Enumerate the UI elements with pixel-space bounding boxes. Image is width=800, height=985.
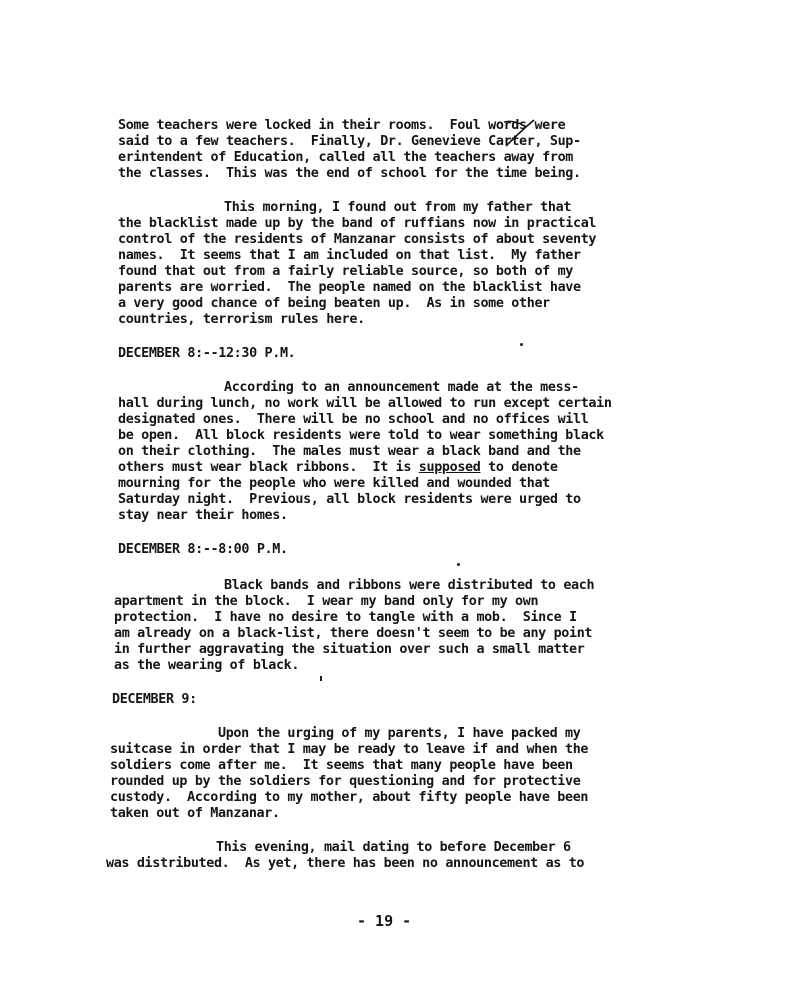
body-line: countries, terrorism rules here. — [118, 312, 365, 327]
body-line: control of the residents of Manzanar consists of about seventy — [118, 232, 597, 247]
page-number: - 19 - — [357, 912, 412, 930]
body-line — [118, 460, 558, 476]
body-line: Some teachers were locked in their rooms. Foul words were — [118, 118, 566, 133]
body-line: Upon the urging of my parents, I have packed my — [218, 726, 581, 741]
body-line: Black bands and ribbons were distributed to each — [224, 578, 595, 593]
entry-heading: DECEMBER 9: — [112, 692, 197, 707]
entry-heading: DECEMBER 8:--8:00 P.M. — [118, 542, 288, 557]
body-text: others must wear black ribbons. It is — [118, 460, 419, 475]
body-line: as the wearing of black. — [114, 658, 300, 673]
body-line: hall during lunch, no work will be allowed to run except certain — [118, 396, 612, 411]
ink-speck — [520, 343, 523, 346]
body-line: rounded up by the soldiers for questioning and for protective — [110, 774, 581, 789]
body-line: soldiers come after me. It seems that many people have been — [110, 758, 573, 773]
body-line: names. It seems that I am included on that list. My father — [118, 248, 581, 263]
body-line: was distributed. As yet, there has been no announcement as to — [106, 856, 585, 871]
body-line: stay near their homes. — [118, 508, 288, 523]
body-line: This evening, mail dating to before December 6 — [216, 840, 571, 855]
body-line: protection. I have no desire to tangle with a mob. Since I — [114, 610, 577, 625]
entry-heading: DECEMBER 8:--12:30 P.M. — [118, 346, 296, 361]
ink-speck — [320, 676, 322, 681]
underlined-word: supposed — [418, 460, 481, 475]
body-line: a very good chance of being beaten up. As in some other — [118, 296, 550, 311]
body-line: in further aggravating the situation over such a small matter — [114, 642, 585, 657]
body-line: mourning for the people who were killed and wounded that — [118, 476, 550, 491]
body-line: found that out from a fairly reliable source, so both of my — [118, 264, 573, 279]
body-line: suitcase in order that I may be ready to leave if and when the — [110, 742, 589, 757]
body-line: said to a few teachers. Finally, Dr. Genevieve Carter, Sup- — [118, 134, 581, 149]
body-line: be open. All block residents were told to wear something black — [118, 428, 604, 443]
ink-speck — [457, 563, 460, 566]
body-line: According to an announcement made at the mess- — [224, 380, 579, 395]
body-line: am already on a black-list, there doesn't seem to be any point — [114, 626, 593, 641]
body-line: designated ones. There will be no school and no offices will — [118, 412, 589, 427]
body-line: custody. According to my mother, about fifty people have been — [110, 790, 589, 805]
body-line: erintendent of Education, called all the teachers away from — [118, 150, 573, 165]
body-line: Saturday night. Previous, all block residents were urged to — [118, 492, 581, 507]
body-line: apartment in the block. I wear my band only for my own — [114, 594, 539, 609]
body-line: This morning, I found out from my father that — [224, 200, 572, 215]
body-line: parents are worried. The people named on the blacklist have — [118, 280, 581, 295]
body-line: the classes. This was the end of school for the time being. — [118, 166, 581, 181]
body-line: on their clothing. The males must wear a black band and the — [118, 444, 581, 459]
handwritten-correction-mark — [500, 116, 540, 156]
body-line: the blacklist made up by the band of ruffians now in practical — [118, 216, 597, 231]
body-text: to denote — [480, 460, 558, 475]
body-line: taken out of Manzanar. — [110, 806, 280, 821]
